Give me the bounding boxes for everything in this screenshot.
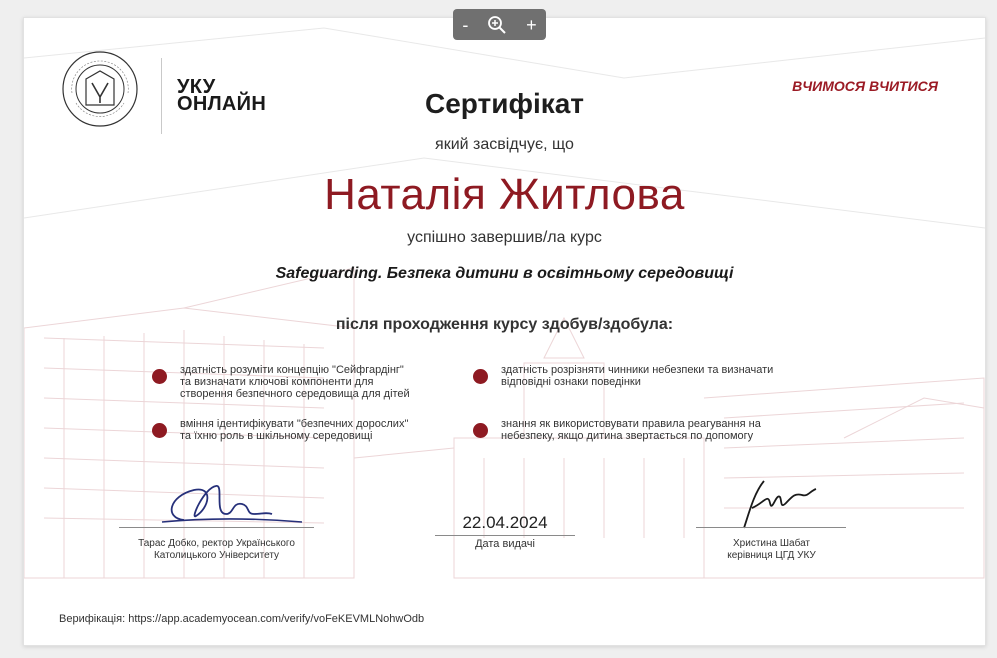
skill-item <box>473 364 773 388</box>
issue-date: 22.04.2024 <box>462 513 548 532</box>
skill-text: вміння ідентифікувати "безпечних дорослих" та їхню роль в шкільному середовищі <box>180 418 409 442</box>
certificate-subtitle: який засвідчує, що <box>435 136 574 153</box>
skill-item <box>473 418 761 442</box>
completion-text: успішно завершив/ла курс <box>407 229 602 246</box>
director-caption: Христина Шабат керівниця ЦГД УКУ <box>727 538 816 561</box>
skill-text: знання як використовувати правила реагування на небезпеку, якщо дитина звертається по допомогу <box>501 418 761 442</box>
skill-item <box>152 364 410 400</box>
skill-text: здатність розрізняти чинники небезпеки та визначати відповідні ознаки поведінки <box>501 364 774 388</box>
bullet-dot-icon <box>152 423 167 438</box>
issue-date-label: Дата видачі <box>475 538 535 550</box>
certificate-title: Сертифікат <box>424 88 585 119</box>
brand-line-2: ОНЛАЙН <box>177 93 267 115</box>
date-line <box>435 535 575 536</box>
brand-line-1: УКУ <box>177 76 216 98</box>
zoom-in-button[interactable]: + <box>526 14 537 35</box>
signature-line-right <box>696 527 846 528</box>
zoom-out-button[interactable]: - <box>462 14 469 35</box>
bullet-dot-icon <box>473 423 488 438</box>
director-signature-image <box>724 473 824 533</box>
signature-line-left <box>119 527 314 528</box>
rector-caption: Тарас Добко, ректор Українського Католицького Університету <box>138 538 295 561</box>
certificate <box>23 14 986 646</box>
skill-item <box>152 418 408 442</box>
verification-link[interactable]: Верифікація: https://app.academyocean.com/verify/voFeKEVMLNohwOdb <box>59 613 425 625</box>
rector-signature-image <box>154 478 304 528</box>
recipient-name: Наталія Житлова <box>324 170 685 219</box>
zoom-toolbar <box>453 9 546 40</box>
bullet-dot-icon <box>152 369 167 384</box>
course-name: Safeguarding. Безпека дитини в освітньому середовищі <box>275 265 734 282</box>
slogan: ВЧИМОСЯ ВЧИТИСЯ <box>792 78 938 94</box>
skill-text: здатність розуміти концепцію "Сейфгардінг" та визначати ключові компоненти для створення безпечного середовища для дітей <box>180 364 410 400</box>
magnifier-plus-icon[interactable] <box>487 15 507 35</box>
bullet-dot-icon <box>473 369 488 384</box>
outcomes-heading: після проходження курсу здобув/здобула: <box>335 316 674 333</box>
